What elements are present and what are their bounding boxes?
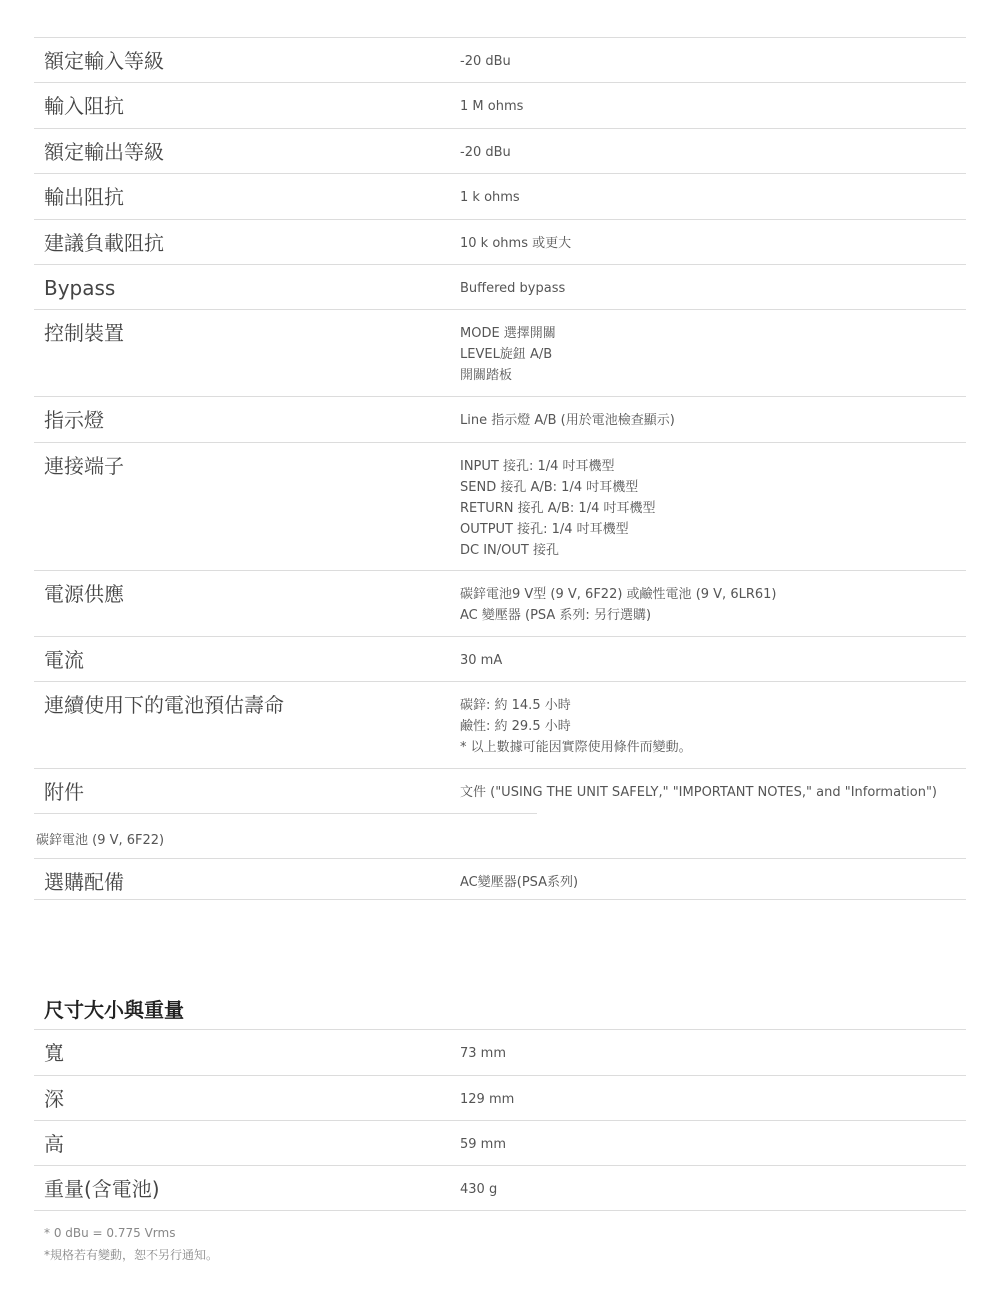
section-title: 尺寸大小與重量 xyxy=(44,998,184,1022)
dimension-row-depth xyxy=(34,1075,966,1120)
dimension-value: 73 mm xyxy=(460,1046,507,1061)
footnote: * 0 dBu = 0.775 Vrms xyxy=(44,1226,176,1240)
spec-value: Line 指示燈 A/B (用於電池檢查顯示) xyxy=(460,413,675,428)
dimension-row-weight xyxy=(34,1165,966,1211)
spec-value: 30 mA xyxy=(460,653,503,668)
spec-value: 碳鋅: 約 14.5 小時 鹼性: 約 29.5 小時 * 以上數據可能因實際使用條件而變動。 xyxy=(460,698,692,755)
spec-row-load-impedance xyxy=(34,219,966,264)
dimension-row-width xyxy=(34,1029,966,1075)
spec-label: 電流 xyxy=(44,648,84,672)
spec-value: 文件 ("USING THE UNIT SAFELY," "IMPORTANT NOTES," and "Information") xyxy=(460,785,937,800)
spec-label: 指示燈 xyxy=(44,408,104,432)
spec-label: 連續使用下的電池預估壽命 xyxy=(44,693,284,717)
dimensions-table xyxy=(34,1029,966,1211)
spec-row-bypass xyxy=(34,264,966,309)
spec-table xyxy=(34,37,966,900)
spec-label: 電源供應 xyxy=(44,582,124,606)
spec-row-controls xyxy=(34,309,966,396)
dimension-value: 59 mm xyxy=(460,1137,507,1152)
dimension-label: 高 xyxy=(44,1132,64,1156)
dimension-label: 深 xyxy=(44,1087,64,1111)
spec-row-indicators xyxy=(34,396,966,442)
spec-row-power-supply xyxy=(34,570,966,636)
dimension-row-height xyxy=(34,1120,966,1165)
spec-value: 1 k ohms xyxy=(460,190,520,205)
spec-value: Buffered bypass xyxy=(460,281,566,296)
footnote: *規格若有變動，恕不另行通知。 xyxy=(44,1248,219,1262)
spec-label: 選購配備 xyxy=(44,870,124,894)
spec-row-input-impedance xyxy=(34,82,966,128)
spec-row-current xyxy=(34,636,966,681)
spec-value: -20 dBu xyxy=(460,145,511,160)
accessory-note: 碳鋅電池 (9 V, 6F22) xyxy=(34,813,537,858)
spec-label: 額定輸入等級 xyxy=(44,49,164,73)
spec-value: MODE 選擇開關 LEVEL旋鈕 A/B 開關踏板 xyxy=(460,326,556,383)
spec-value: AC變壓器(PSA系列) xyxy=(460,875,579,890)
spec-label: 輸出阻抗 xyxy=(44,185,124,209)
spec-row-output-impedance xyxy=(34,173,966,219)
spec-row-options xyxy=(34,858,966,900)
spec-label: 輸入阻抗 xyxy=(44,94,124,118)
spec-value: 1 M ohms xyxy=(460,99,524,114)
spec-label: 控制裝置 xyxy=(44,321,124,345)
spec-label: 額定輸出等級 xyxy=(44,140,164,164)
spec-row-accessories xyxy=(34,768,966,813)
spec-value: 10 k ohms 或更大 xyxy=(460,236,572,251)
spec-label: 連接端子 xyxy=(44,454,124,478)
spec-value: -20 dBu xyxy=(460,54,511,69)
spec-row-rated-input xyxy=(34,37,966,82)
spec-row-rated-output xyxy=(34,128,966,173)
spec-row-battery-life xyxy=(34,681,966,768)
dimension-value: 129 mm xyxy=(460,1092,515,1107)
dimension-label: 寬 xyxy=(44,1041,64,1065)
spec-label: 建議負載阻抗 xyxy=(44,231,164,255)
dimension-label: 重量(含電池) xyxy=(44,1177,160,1201)
footnotes xyxy=(44,1222,218,1266)
spec-value: INPUT 接孔: 1/4 吋耳機型 SEND 接孔 A/B: 1/4 吋耳機型 RETURN 接孔 A/B: 1/4 吋耳機型 OUTPUT 接孔: 1/4 吋耳機型 DC IN/OUT 接孔 xyxy=(460,459,656,558)
dimension-value: 430 g xyxy=(460,1182,498,1197)
spec-label: 附件 xyxy=(44,780,84,804)
spec-row-connectors xyxy=(34,442,966,570)
spec-label: Bypass xyxy=(44,276,116,300)
spec-value: 碳鋅電池9 V型 (9 V, 6F22) 或鹼性電池 (9 V, 6LR61) AC 變壓器 (PSA 系列: 另行選購) xyxy=(460,587,777,623)
